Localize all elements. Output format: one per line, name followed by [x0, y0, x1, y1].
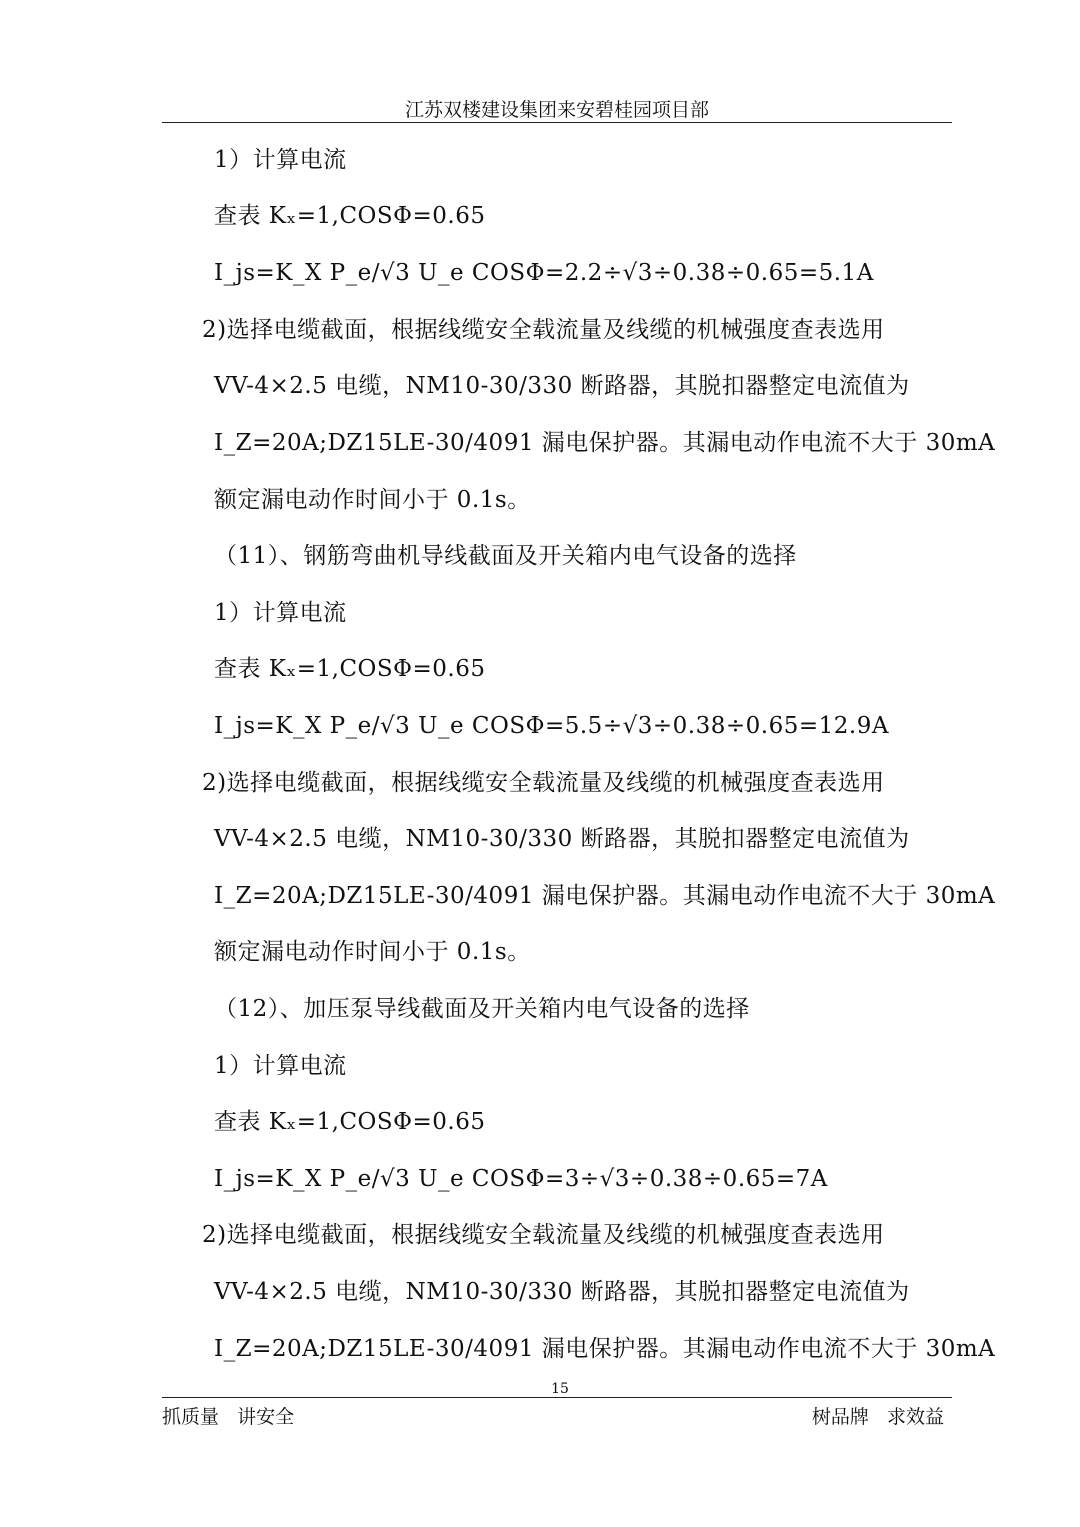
text-line: 额定漏电动作时间小于 0.1s。	[214, 487, 531, 513]
page-number: 15	[551, 1381, 569, 1397]
text-line: 1）计算电流	[214, 600, 347, 626]
text-line: 查表 Kₓ=1,COSΦ=0.65	[214, 1109, 486, 1135]
text-line: I_js=K_X P_e/√3 U_e COSΦ=3÷√3÷0.38÷0.65=7A	[214, 1166, 828, 1192]
header-divider	[162, 122, 952, 123]
text-line: 1）计算电流	[214, 147, 347, 173]
footer-divider	[162, 1397, 952, 1398]
text-line: I_Z=20A;DZ15LE-30/4091 漏电保护器。其漏电动作电流不大于 30mA	[214, 883, 996, 909]
section-heading: （11）、钢筋弯曲机导线截面及开关箱内电气设备的选择	[214, 543, 797, 569]
text-line: 额定漏电动作时间小于 0.1s。	[214, 939, 531, 965]
text-line: I_Z=20A;DZ15LE-30/4091 漏电保护器。其漏电动作电流不大于 30mA	[214, 1336, 996, 1362]
text-line: I_js=K_X P_e/√3 U_e COSΦ=2.2÷√3÷0.38÷0.65=5.1A	[214, 260, 874, 286]
text-line: VV-4×2.5 电缆，NM10-30/330 断路器，其脱扣器整定电流值为	[214, 373, 910, 399]
text-line: 2)选择电缆截面，根据线缆安全载流量及线缆的机械强度查表选用	[202, 1222, 885, 1248]
page-header-title: 江苏双楼建设集团来安碧桂园项目部	[404, 99, 709, 121]
footer-slogan-left: 抓质量 讲安全	[162, 1406, 295, 1428]
text-line: VV-4×2.5 电缆，NM10-30/330 断路器，其脱扣器整定电流值为	[214, 826, 910, 852]
text-line: 1）计算电流	[214, 1053, 347, 1079]
text-line: VV-4×2.5 电缆，NM10-30/330 断路器，其脱扣器整定电流值为	[214, 1279, 910, 1305]
text-line: I_Z=20A;DZ15LE-30/4091 漏电保护器。其漏电动作电流不大于 30mA	[214, 430, 996, 456]
text-line: 查表 Kₓ=1,COSΦ=0.65	[214, 656, 486, 682]
text-line: 2)选择电缆截面，根据线缆安全载流量及线缆的机械强度查表选用	[202, 770, 885, 796]
text-line: 查表 Kₓ=1,COSΦ=0.65	[214, 203, 486, 229]
footer-slogan-right: 树品牌 求效益	[811, 1406, 944, 1428]
text-line: 2)选择电缆截面，根据线缆安全载流量及线缆的机械强度查表选用	[202, 317, 885, 343]
text-line: I_js=K_X P_e/√3 U_e COSΦ=5.5÷√3÷0.38÷0.65=12.9A	[214, 713, 889, 739]
section-heading: （12）、加压泵导线截面及开关箱内电气设备的选择	[214, 996, 750, 1022]
